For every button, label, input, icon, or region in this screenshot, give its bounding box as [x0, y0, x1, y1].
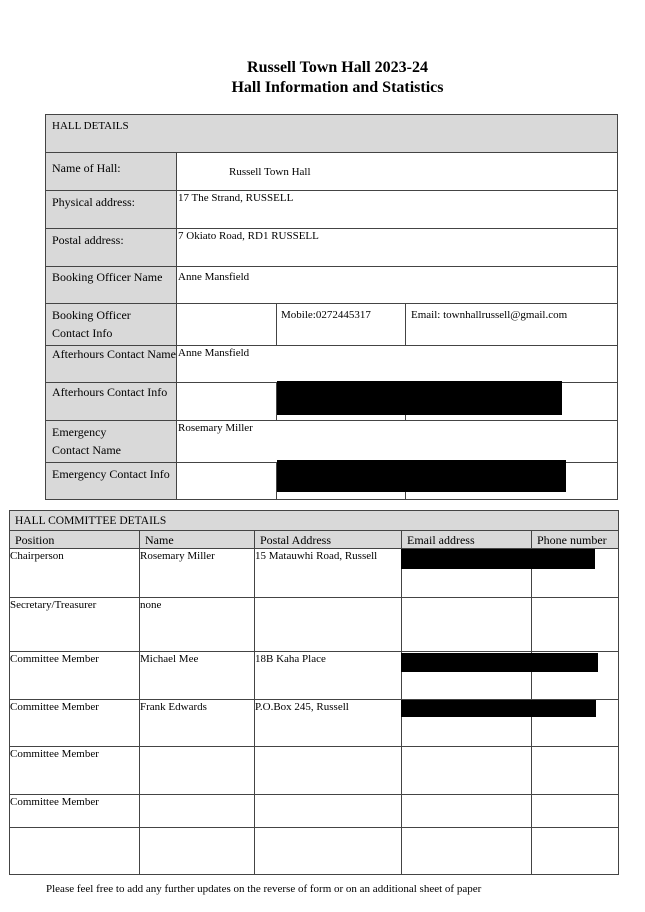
- row-address: 15 Matauwhi Road, Russell: [255, 549, 402, 598]
- col-phone: Phone number: [532, 531, 619, 549]
- booking-email: Email: townhallrussell@gmail.com: [406, 304, 618, 346]
- row-position: Chairperson: [10, 549, 140, 598]
- postal-address-label: Postal address:: [46, 229, 177, 267]
- hall-details-table: [45, 114, 618, 500]
- table-row: [10, 747, 619, 795]
- table-row: [10, 598, 619, 652]
- redacted-chair-contact: [401, 549, 595, 569]
- row-phone: [532, 828, 619, 875]
- emergency-name-label-line-1: Emergency: [52, 425, 107, 439]
- afterhours-info-blank: [177, 383, 277, 421]
- afterhours-name-label: Afterhours Contact Name: [46, 346, 177, 383]
- row-address: [255, 795, 402, 828]
- row-position: Committee Member: [10, 652, 140, 700]
- row-address: [255, 828, 402, 875]
- row-position: Committee Member: [10, 795, 140, 828]
- row-name: Frank Edwards: [140, 700, 255, 747]
- row-email: [402, 598, 532, 652]
- row-name: [140, 828, 255, 875]
- col-position: Position: [10, 531, 140, 549]
- row-email: [402, 795, 532, 828]
- booking-mobile: Mobile:0272445317: [277, 304, 406, 346]
- row-email: [402, 747, 532, 795]
- table-row: [10, 795, 619, 828]
- footer-note: Please feel free to add any further updates on the reverse of form or on an additional sheet of paper: [46, 883, 482, 895]
- booking-contact-blank: [177, 304, 277, 346]
- emergency-info-blank: [177, 463, 277, 500]
- row-address: [255, 598, 402, 652]
- row-name: [140, 795, 255, 828]
- row-position: [10, 828, 140, 875]
- row-address: P.O.Box 245, Russell: [255, 700, 402, 747]
- booking-officer-contact-label: [46, 304, 177, 346]
- row-address: [255, 747, 402, 795]
- title-line-1: Russell Town Hall 2023-24: [247, 59, 428, 76]
- col-email: Email address: [402, 531, 532, 549]
- row-name: none: [140, 598, 255, 652]
- title-line-2: Hall Information and Statistics: [231, 79, 444, 96]
- emergency-name-label: [46, 421, 177, 463]
- emergency-info-label: Emergency Contact Info: [46, 463, 177, 500]
- booking-officer-name-value: Anne Mansfield: [177, 267, 618, 304]
- booking-contact-label-line-1: Booking Officer: [52, 308, 131, 322]
- afterhours-name-value: Anne Mansfield: [177, 346, 618, 383]
- emergency-name-value: Rosemary Miller: [177, 421, 618, 463]
- booking-officer-name-label: Booking Officer Name: [46, 267, 177, 304]
- row-email: [402, 828, 532, 875]
- row-name: Rosemary Miller: [140, 549, 255, 598]
- row-position: Committee Member: [10, 747, 140, 795]
- hall-details-header: HALL DETAILS: [46, 115, 618, 153]
- col-name: Name: [140, 531, 255, 549]
- redacted-afterhours-info: [277, 381, 562, 415]
- document-title: [0, 58, 645, 98]
- name-of-hall-value: Russell Town Hall: [177, 153, 618, 191]
- physical-address-label: Physical address:: [46, 191, 177, 229]
- redacted-member1-contact: [401, 653, 598, 672]
- committee-column-headers: [10, 531, 619, 549]
- row-phone: [532, 795, 619, 828]
- row-address: 18B Kaha Place: [255, 652, 402, 700]
- committee-header: HALL COMMITTEE DETAILS: [10, 511, 619, 531]
- row-phone: [532, 747, 619, 795]
- row-name: [140, 747, 255, 795]
- postal-address-value: 7 Okiato Road, RD1 RUSSELL: [177, 229, 618, 267]
- afterhours-info-label: Afterhours Contact Info: [46, 383, 177, 421]
- col-postal-address: Postal Address: [255, 531, 402, 549]
- row-phone: [532, 598, 619, 652]
- name-of-hall-label: Name of Hall:: [46, 153, 177, 191]
- physical-address-value: 17 The Strand, RUSSELL: [177, 191, 618, 229]
- table-row: [10, 828, 619, 875]
- booking-contact-label-line-2: Contact Info: [52, 326, 113, 340]
- emergency-name-label-line-2: Contact Name: [52, 443, 121, 457]
- row-position: Secretary/Treasurer: [10, 598, 140, 652]
- redacted-member2-contact: [401, 700, 596, 717]
- row-position: Committee Member: [10, 700, 140, 747]
- redacted-emergency-info: [277, 460, 566, 492]
- row-name: Michael Mee: [140, 652, 255, 700]
